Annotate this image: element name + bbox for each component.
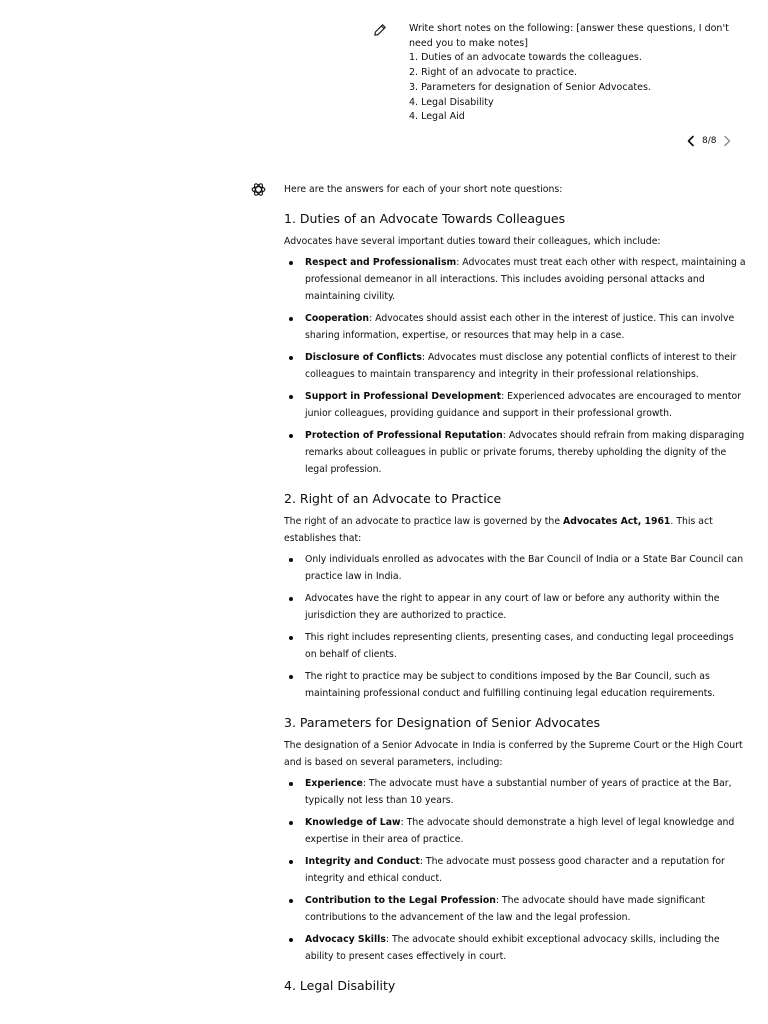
item-text: : Experienced advocates are encouraged to mentor junior colleagues, providing guidance and support in their professional growth. (305, 391, 742, 419)
item-term: Experience (305, 778, 363, 789)
list-item (284, 931, 746, 965)
section-heading: 1. Duties of an Advocate Towards Colleagues (284, 211, 566, 226)
user-message-prompt: Write short notes on the following: [answer these questions, I don't need you to make notes] (409, 23, 729, 49)
answer-section (284, 490, 746, 702)
response-pager (686, 134, 732, 148)
list-item (284, 853, 746, 887)
pencil-icon[interactable] (373, 22, 387, 36)
list-item (284, 814, 746, 848)
item-text: : Advocates should assist each other in the interest of justice. This can involve sharing information, expertise, or resources that may help in a case. (305, 313, 735, 341)
user-message-item: 4. Legal Disability (409, 96, 494, 108)
item-term: Respect and Professionalism (305, 257, 457, 268)
paragraph-text: . This act establishes that: (284, 516, 713, 544)
chevron-left-icon[interactable] (686, 135, 696, 147)
section-paragraph: The designation of a Senior Advocate in India is conferred by the Supreme Court or the High Court and is based on several parameters, including: (284, 740, 743, 768)
bullet-list (284, 775, 746, 965)
list-item (284, 775, 746, 809)
list-item (284, 310, 746, 344)
user-message-item: 1. Duties of an advocate towards the colleagues. (409, 52, 642, 64)
answer-intro: Here are the answers for each of your short note questions: (284, 184, 563, 195)
list-item (284, 254, 746, 305)
list-item (284, 427, 746, 478)
answer-section (284, 714, 746, 965)
item-text: : Advocates must disclose any potential conflicts of interest to their colleagues to maintain transparency and integrity in their professional relationships. (305, 352, 737, 380)
bullet-list (284, 551, 746, 702)
user-message-item: 2. Right of an advocate to practice. (409, 67, 578, 79)
list-item (284, 892, 746, 926)
chevron-right-icon[interactable] (722, 135, 732, 147)
item-text: : Advocates should refrain from making disparaging remarks about colleagues in public or private forums, thereby upholding the dignity of the legal profession. (305, 430, 745, 475)
item-text: : The advocate must possess good character and a reputation for integrity and ethical conduct. (305, 856, 725, 884)
advocates-act-term: Advocates Act, 1961 (563, 516, 671, 527)
item-term: Knowledge of Law (305, 817, 401, 828)
section-heading: 2. Right of an Advocate to Practice (284, 491, 502, 506)
assistant-message (284, 180, 746, 995)
list-item (284, 349, 746, 383)
user-message-item: 3. Parameters for designation of Senior Advocates. (409, 81, 651, 93)
chatgpt-logo-icon (250, 181, 267, 198)
paragraph-text: The right of an advocate to practice law is governed by the (284, 516, 563, 527)
section-paragraph (284, 513, 746, 547)
item-text: : The advocate must have a substantial number of years of practice at the Bar, typically not less than 10 years. (305, 778, 732, 806)
list-item: Advocates have the right to appear in any court of law or before any authority within the jurisdiction they are authorized to practice. (284, 590, 746, 624)
item-term: Protection of Professional Reputation (305, 430, 503, 441)
item-term: Support in Professional Development (305, 391, 502, 402)
user-message-item: 4. Legal Aid (409, 111, 465, 123)
list-item: Only individuals enrolled as advocates with the Bar Council of India or a State Bar Council can practice law in India. (284, 551, 746, 585)
item-text: : The advocate should have made significant contributions to the advancement of the law and the legal profession. (305, 895, 705, 923)
answer-section (284, 977, 746, 995)
item-term: Contribution to the Legal Profession (305, 895, 496, 906)
item-term: Advocacy Skills (305, 934, 386, 945)
section-heading: 3. Parameters for Designation of Senior Advocates (284, 715, 601, 730)
item-text: : The advocate should exhibit exceptional advocacy skills, including the ability to present cases effectively in court. (305, 934, 720, 962)
section-heading: 4. Legal Disability (284, 978, 396, 993)
user-message (409, 22, 739, 125)
list-item (284, 388, 746, 422)
item-term: Cooperation (305, 313, 370, 324)
list-item: The right to practice may be subject to conditions imposed by the Bar Council, such as maintaining professional conduct and fulfilling continuing legal education requirements. (284, 668, 746, 702)
item-text: : The advocate should demonstrate a high level of legal knowledge and expertise in their area of practice. (305, 817, 735, 845)
item-term: Disclosure of Conflicts (305, 352, 422, 363)
item-text: : Advocates must treat each other with respect, maintaining a professional demeanor in all interactions. This includes avoiding personal attacks and maintaining civility. (305, 257, 746, 302)
list-item: This right includes representing clients, presenting cases, and conducting legal proceedings on behalf of clients. (284, 629, 746, 663)
bullet-list (284, 254, 746, 478)
item-term: Integrity and Conduct (305, 856, 420, 867)
pager-label: 8/8 (702, 136, 717, 146)
section-paragraph: Advocates have several important duties toward their colleagues, which include: (284, 236, 661, 247)
